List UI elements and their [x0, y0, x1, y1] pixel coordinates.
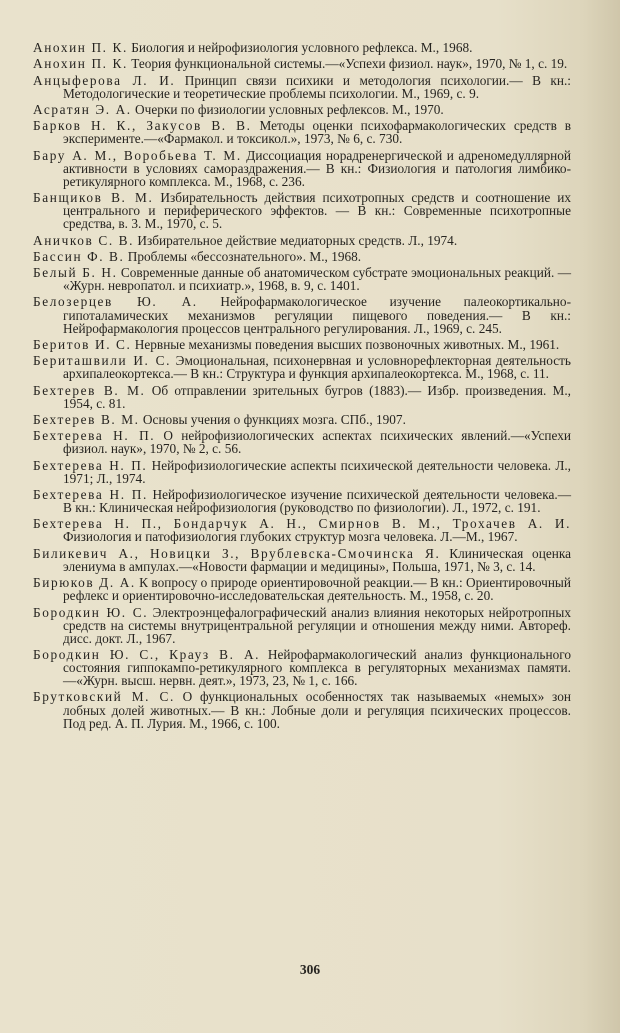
bibliography-entry	[33, 74, 571, 100]
entry-author: Бехтерева Н. П., Бондарчук А. Н., Смирнов В. М., Трохачев А. И.	[33, 516, 571, 532]
entry-author: Бородкин Ю. С.	[33, 604, 149, 620]
bibliography-entry	[33, 149, 571, 188]
bibliography-entry	[33, 429, 571, 455]
entry-text: Методы оценки психофармакологических средств в эксперименте.—«Фармакол. и токсикол.», 1973, № 6, с. 730.	[63, 118, 571, 147]
entry-author: Бехтерев В. М.	[33, 382, 146, 398]
bibliography-entry	[33, 250, 571, 263]
entry-author: Бехтерева Н. П.	[33, 487, 148, 502]
bibliography-entry	[33, 354, 571, 380]
entry-text: Нейрофармакологический анализ функционального состояния гиппокампо-ретикулярного комплекса в регуляторных механизмах памяти.—«Журн. высш. нервн. деят.», 1973, 23, № 1, с. 166.	[63, 646, 571, 689]
entry-text: Нейрофармакологическое изучение палеокортикально-гипоталамических механизмов регуляции пищевого поведения.— В кн.: Нейрофармакология процессов центрального регулирования. Л., 1969, с. 245.	[63, 294, 571, 336]
entry-author: Брутковский М. С.	[33, 689, 175, 705]
page-number: 306	[299, 962, 321, 977]
bibliography-entry	[33, 648, 571, 687]
entry-text: Электроэнцефалографический анализ влияния некоторых нейротропных средств на системы внутрицентральной регуляции и отношения между ними. Автореф. дисс. докт. Л., 1967.	[63, 604, 572, 646]
bibliography-entry	[33, 266, 571, 292]
entry-author: Анохин П. К.	[33, 40, 128, 55]
entry-author: Бородкин Ю. С., Крауз В. А.	[33, 646, 261, 662]
entry-text: Диссоциация норадренергической и адреномедуллярной активности в условиях самораздражения.— В кн.: Физиология и патология лимбико-ретикулярного комплекса. М., 1968, с. 236.	[63, 147, 571, 189]
entry-author: Бару А. М., Воробьева Т. М.	[33, 147, 242, 163]
entry-text: Очерки по физиологии условных рефлексов. М., 1970.	[131, 101, 444, 117]
entry-text: Физиология и патофизиология глубоких структур мозга человека. Л.—М., 1967.	[63, 529, 518, 545]
bibliography-list	[33, 41, 571, 733]
bibliography-entry	[33, 338, 571, 351]
entry-text: Избирательность действия психотропных средств и соотношение их центрального и периферического эффектов. — В кн.: Современные психотропные средства, в. 3. М., 1970, с. 5.	[63, 190, 571, 232]
bibliography-entry	[33, 459, 571, 485]
entry-text: О нейрофизиологических аспектах психических явлений.—«Успехи физиол. наук», 1970, № 2, с. 56.	[63, 428, 571, 457]
entry-text: Основы учения о функциях мозга. СПб., 1907.	[139, 411, 406, 427]
entry-text: Об отправлении зрительных бугров (1883).— Избр. произведения. М., 1954, с. 81.	[63, 382, 572, 411]
entry-author: Аничков С. В.	[33, 232, 135, 248]
entry-author: Бехтерева Н. П.	[33, 457, 148, 473]
entry-text: Проблемы «бессознательного». М., 1968.	[124, 248, 362, 264]
entry-text: Нейрофизиологические аспекты психической деятельности человека. Л., 1971; Л., 1974.	[63, 457, 571, 486]
bibliography-entry	[33, 119, 571, 145]
entry-author: Анохин П. К.	[33, 56, 128, 72]
entry-author: Бехтерев В. М.	[33, 411, 140, 427]
entry-author: Асратян Э. А.	[33, 101, 132, 117]
bibliography-entry	[33, 413, 571, 426]
entry-author: Беритов И. С.	[33, 336, 132, 352]
entry-text: Клиническая оценка элениума в ампулах.—«Новости фармации и медицины», Польша, 1971, № 3, с. 14.	[63, 545, 571, 574]
entry-text: Теория функциональной системы.—«Успехи физиол. наук», 1970, № 1, с. 19.	[127, 56, 568, 72]
entry-text: Современные данные об анатомическом субстрате эмоциональных реакций. — «Журн. невропатол. и психиатр.», 1968, в. 9, с. 1401.	[63, 265, 571, 294]
bibliography-entry	[33, 547, 571, 573]
bibliography-entry	[33, 384, 571, 410]
entry-author: Бериташвили И. С.	[33, 353, 172, 369]
entry-text: Избирательное действие медиаторных средств. Л., 1974.	[134, 232, 458, 248]
entry-author: Бассин Ф. В.	[33, 248, 125, 264]
entry-text: Нервные механизмы поведения высших позвоночных животных. М., 1961.	[131, 336, 560, 352]
entry-author: Барков Н. К., Закусов В. В.	[33, 118, 252, 134]
bibliography-entry	[33, 234, 571, 247]
bibliography-entry	[33, 295, 571, 334]
entry-author: Белозерцев Ю. А.	[33, 294, 198, 310]
entry-author: Биликевич А., Новицки З., Врублевска-Смочинска Я.	[33, 545, 441, 561]
entry-text: Биология и нейрофизиология условного рефлекса. М., 1968.	[127, 40, 473, 55]
bibliography-entry	[33, 103, 571, 116]
bibliography-entry	[33, 690, 571, 729]
entry-text: Эмоциональная, психонервная и условнорефлекторная деятельность архипалеокортекса.— В кн.: Структура и функция архипалеокортекса. М., 1968, с. 11.	[63, 353, 571, 382]
bibliography-entry	[33, 41, 571, 54]
bibliography-entry	[33, 517, 571, 543]
bibliography-entry	[33, 606, 571, 645]
entry-text: О функциональных особенностях так называемых «немых» зон лобных долей животных.— В кн.: Лобные доли и регуляция психических процессов. Под ред. А. П. Лурия. М., 1966, с. 100.	[63, 689, 571, 731]
bibliography-entry	[33, 576, 571, 602]
entry-author: Белый Б. Н.	[33, 265, 118, 281]
entry-text: Нейрофизиологическое изучение психической деятельности человека.— В кн.: Клиническая нейрофизиология (руководство по физиологии). Л., 1972, с. 191.	[63, 487, 571, 516]
bibliography-entry	[33, 191, 571, 230]
entry-author: Анцыферова Л. И.	[33, 72, 176, 88]
entry-text: К вопросу о природе ориентировочной реакции.— В кн.: Ориентировочный рефлекс и ориентировочно-исследовательская деятельность. М., 1958, с. 20.	[63, 575, 571, 604]
bibliography-entry	[33, 488, 571, 514]
bibliography-entry	[33, 57, 571, 70]
entry-author: Банщиков В. М.	[33, 190, 154, 206]
entry-author: Бирюков Д. А.	[33, 575, 136, 591]
entry-author: Бехтерева Н. П.	[33, 428, 156, 444]
entry-text: Принцип связи психики и методология психологии.— В кн.: Методологические и теоретические проблемы психологии. М., 1969, с. 9.	[63, 72, 572, 101]
